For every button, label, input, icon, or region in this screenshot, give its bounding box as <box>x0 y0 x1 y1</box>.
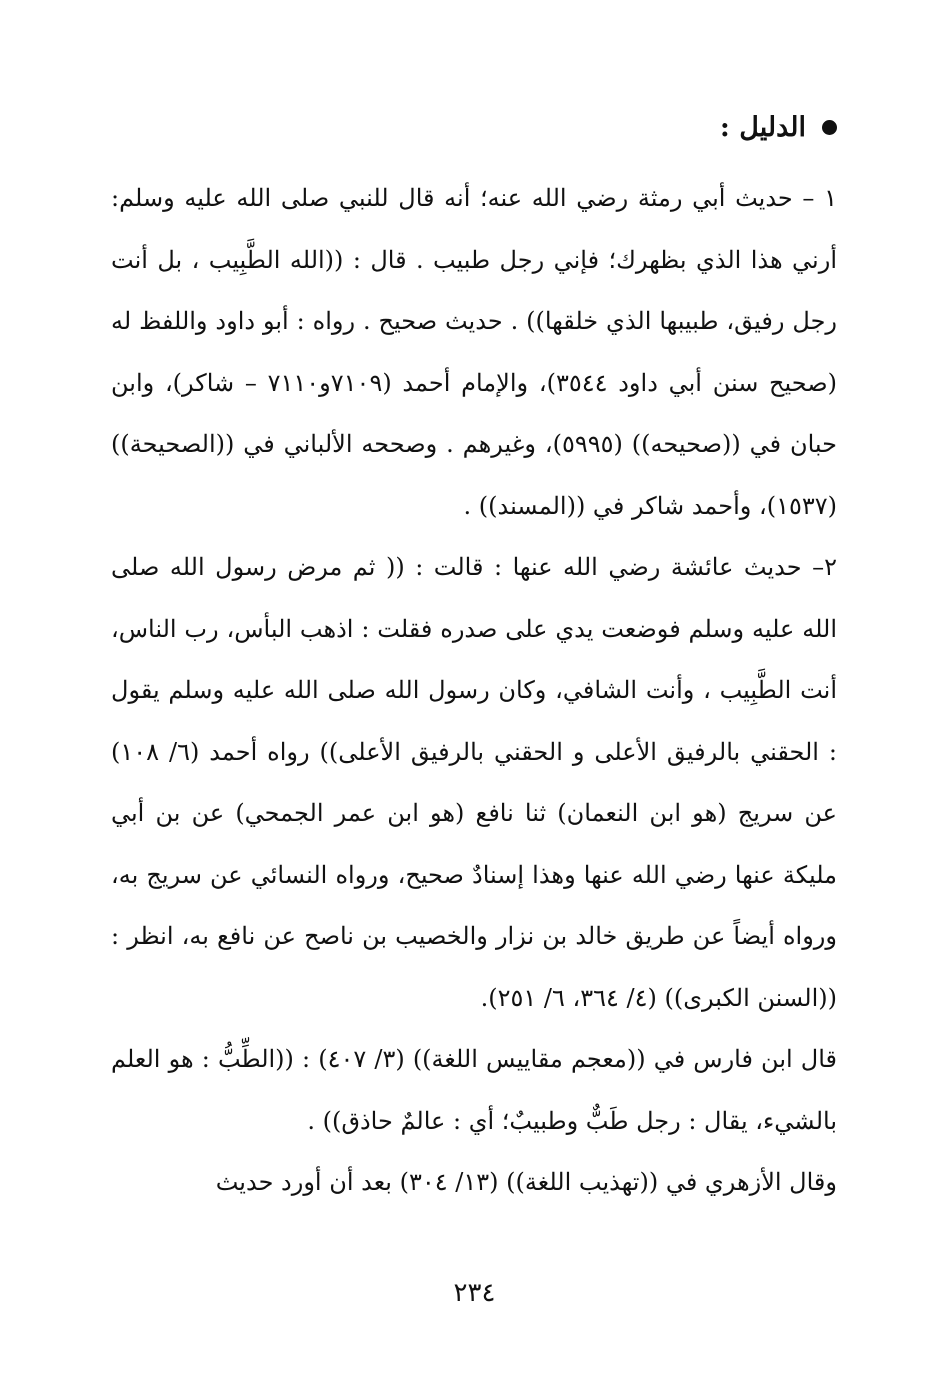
paragraph-azhari: وقال الأزهري في ((تهذيب اللغة)) (١٣/ ٣٠٤) بعد أن أورد حديث <box>215 1168 837 1196</box>
paragraph-hadith-1: ١ – حديث أبي رمثة رضي الله عنه؛ أنه قال للنبي صلى الله عليه وسلم: أرني هذا الذي بظهرك؛ فإني رجل طبيب . قال : ((الله الطَّبِيب ، بل أنت رجل رفيق، طبيبها الذي خلقها)) . حديث صحيح . رواه : أبو داود واللفظ له (صحيح سنن أبي داود ٣٥٤٤)، والإمام أحمد (٧١٠٩و٧١١٠ – شاكر)، وابن حبان في ((صحيحه)) (٥٩٩٥)، وغيرهم . وصححه الألباني في ((الصحيحة)) (١٥٣٧)، وأحمد شاكر في ((المسند)) . <box>111 184 838 520</box>
page-number: ٢٣٤ <box>453 1278 496 1308</box>
paragraph-ibn-faris: قال ابن فارس في ((معجم مقاييس اللغة)) (٣/ ٤٠٧) : ((الطِّبُّ : هو العلم بالشيء، يقال : رجل طَبٌّ وطبيبٌ؛ أي : عالمٌ حاذق)) . <box>111 1045 838 1135</box>
bullet-icon <box>822 120 837 135</box>
paragraph-hadith-2: ٢– حديث عائشة رضي الله عنها : قالت : (( ثم مرض رسول الله صلى الله عليه وسلم فوضعت يدي على صدره فقلت : اذهب البأس، رب الناس، أنت الطَّبِيب ، وأنت الشافي، وكان رسول الله صلى الله عليه وسلم يقول : الحقني بالرفيق الأعلى و الحقني بالرفيق الأعلى)) رواه أحمد (٦/ ١٠٨) عن سريج (هو ابن النعمان) ثنا نافع (هو ابن عمر الجمحي) عن بن أبي مليكة عنها رضي الله عنها وهذا إسنادٌ صحيح، ورواه النسائي عن سريج به، ورواه أيضاً عن طريق خالد بن نزار والخصيب بن ناصح عن نافع به، انظر : ((السنن الكبرى)) (٤/ ٣٦٤، ٦/ ٢٥١). <box>111 553 838 1012</box>
section-heading <box>720 112 837 143</box>
section-heading-label: الدليل : <box>719 112 806 143</box>
body-text <box>111 168 837 1214</box>
